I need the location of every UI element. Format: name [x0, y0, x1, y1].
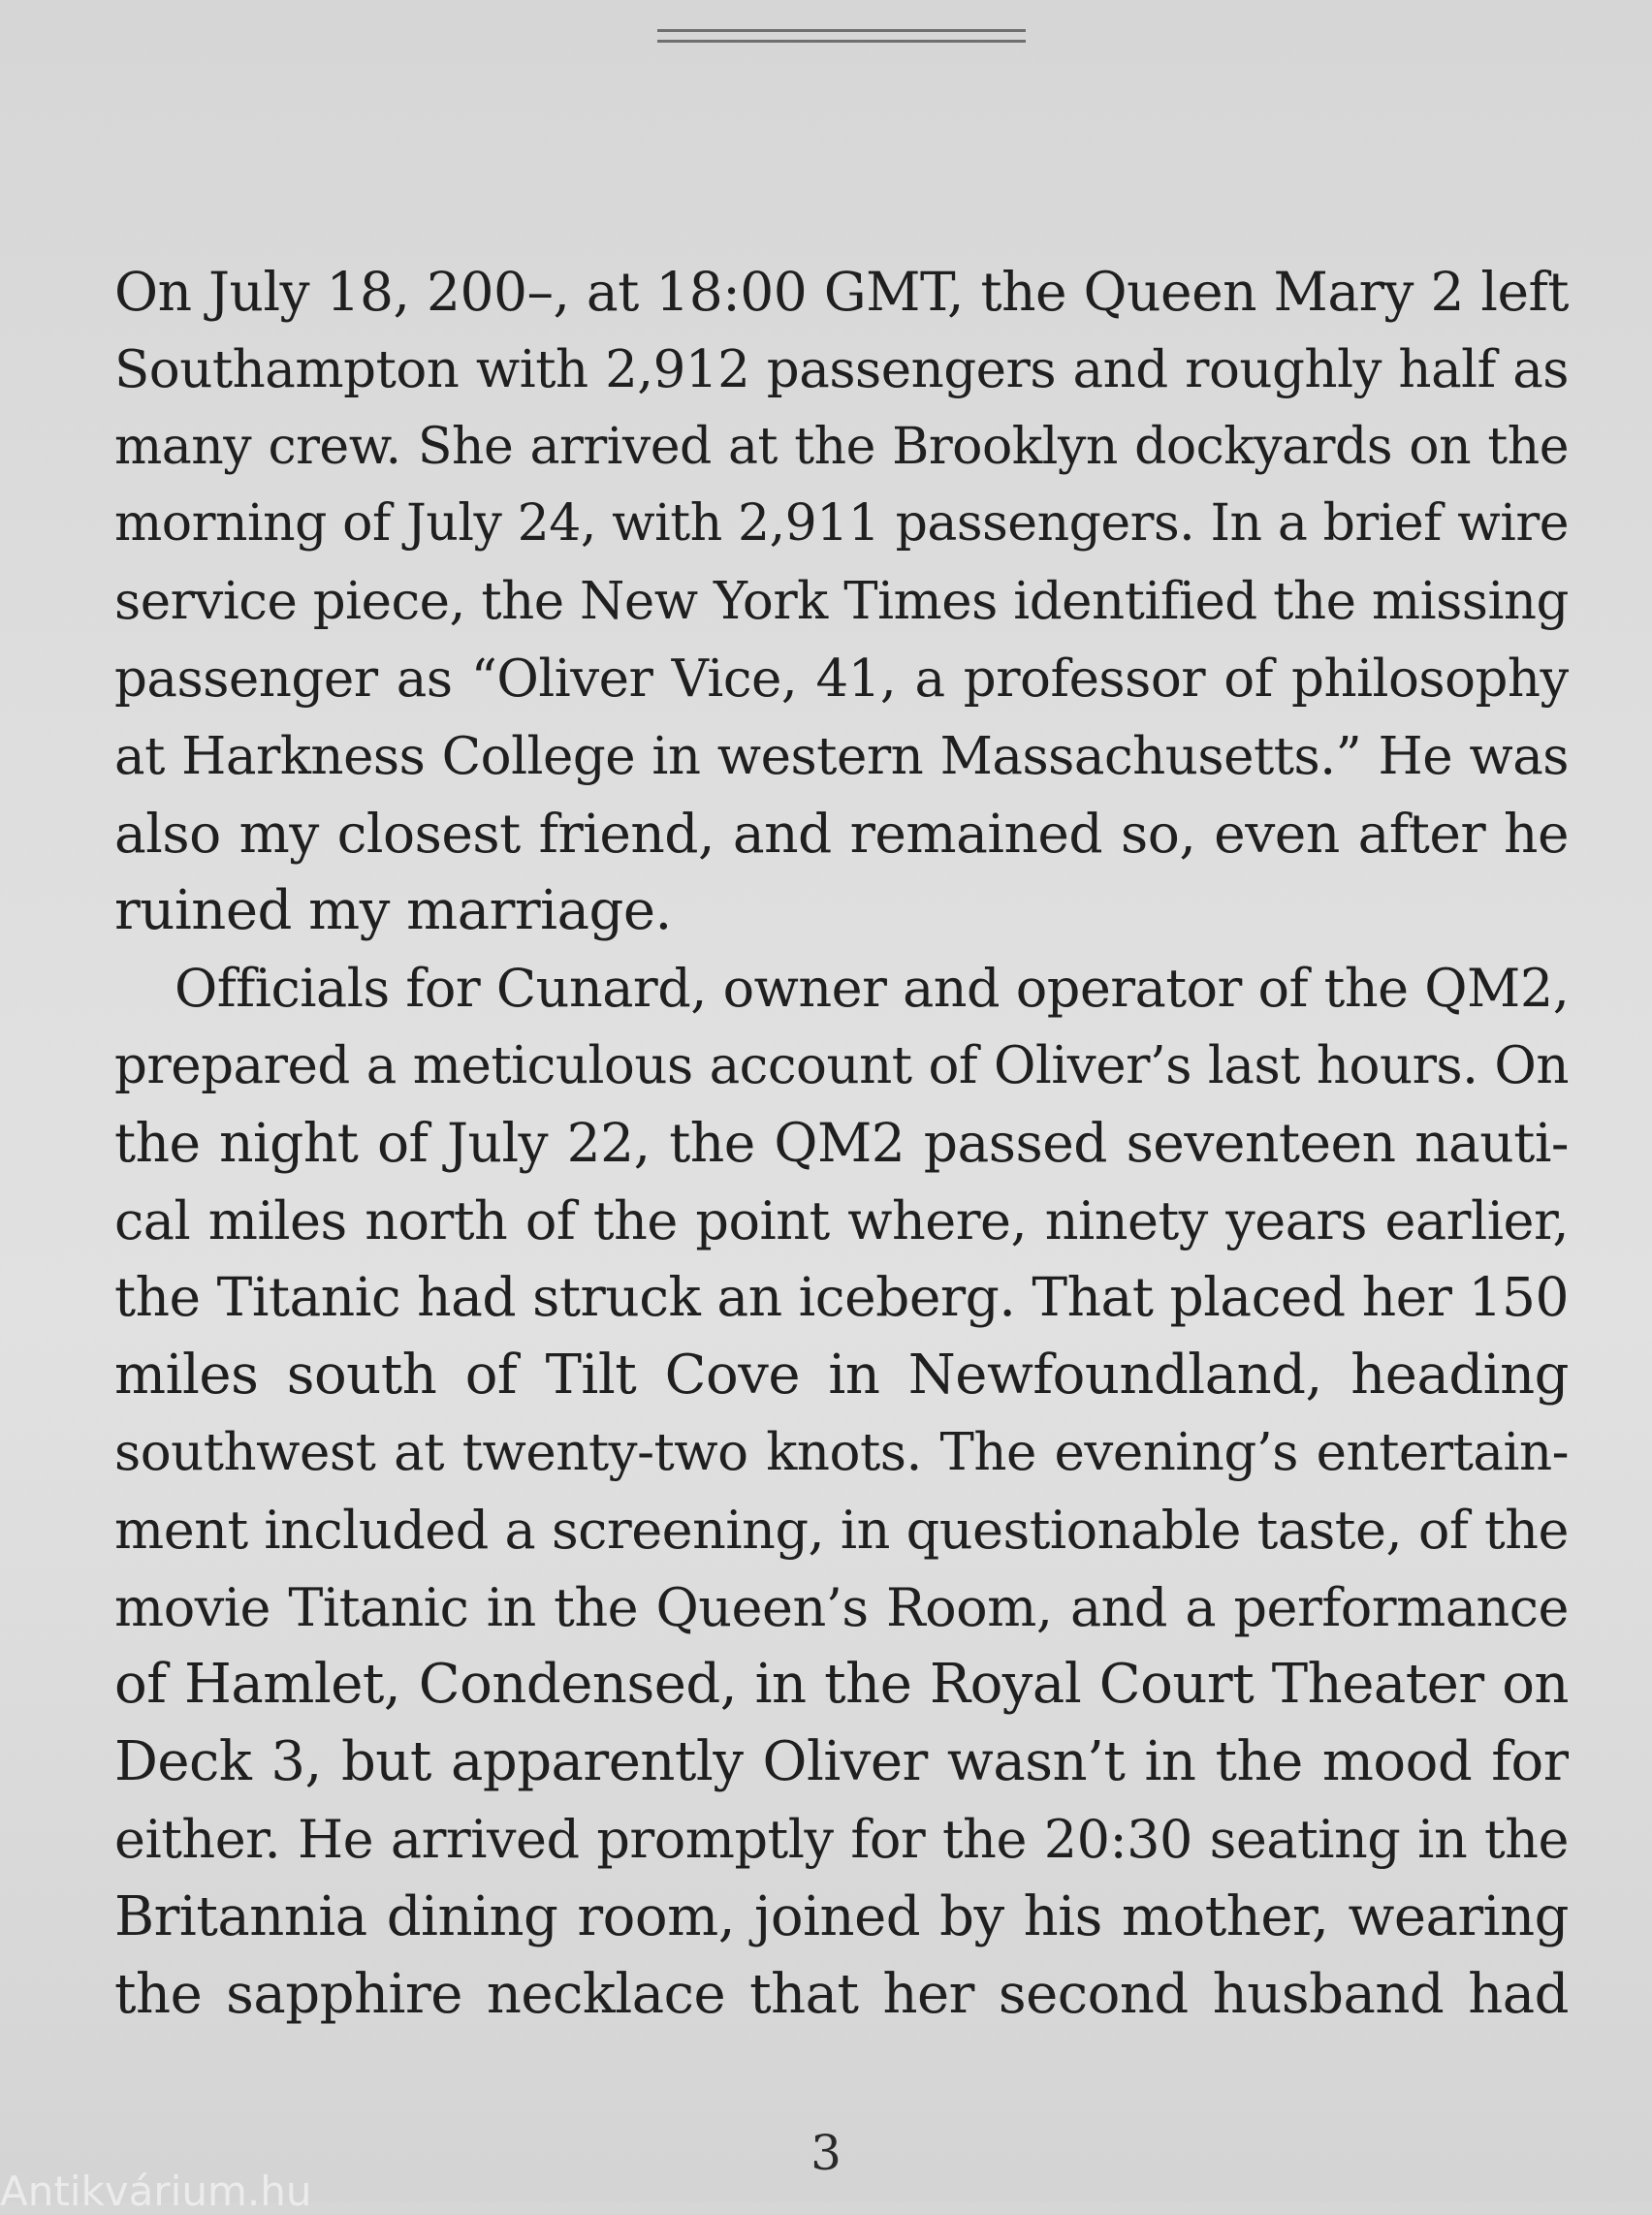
- text-line: On July 18, 200–, at 18:00 GMT, the Queen Mary 2 left: [114, 261, 1569, 323]
- text-line: passenger as “Oliver Vice, 41, a professor of philosophy: [114, 649, 1569, 709]
- text-line: ruined my marriage.: [114, 879, 672, 943]
- text-line: morning of July 24, with 2,911 passengers. In a brief wire: [114, 494, 1569, 554]
- text-line: service piece, the New York Times identified the missing: [114, 572, 1569, 632]
- text-line: the sapphire necklace that her second husband had: [114, 1962, 1569, 2026]
- text-line: Britannia dining room, joined by his mother, wearing: [114, 1884, 1569, 1948]
- text-line: Deck 3, but apparently Oliver wasn’t in the mood for: [114, 1730, 1569, 1794]
- text-line: southwest at twenty-two knots. The evening’s entertain-: [114, 1422, 1569, 1482]
- text-line: either. He arrived promptly for the 20:30 seating in the: [114, 1808, 1569, 1870]
- text-line: movie Titanic in the Queen’s Room, and a performance: [114, 1576, 1569, 1638]
- text-line: the Titanic had struck an iceberg. That placed her 150: [114, 1266, 1569, 1329]
- text-line: ment included a screening, in questionable taste, of the: [114, 1499, 1569, 1561]
- text-line: at Harkness College in western Massachusetts.” He was: [114, 726, 1569, 786]
- text-line: the night of July 22, the QM2 passed seventeen nauti-: [114, 1111, 1569, 1174]
- top-ornament-rule: [657, 29, 1026, 43]
- text-line: prepared a meticulous account of Oliver’s last hours. On: [114, 1035, 1569, 1095]
- text-line: Southampton with 2,912 passengers and roughly half as: [114, 339, 1569, 399]
- text-line: of Hamlet, Condensed, in the Royal Court Theater on: [114, 1653, 1569, 1717]
- body-text: [114, 254, 1569, 2033]
- watermark: Antikvárium.hu: [0, 2168, 312, 2215]
- text-line: miles south of Tilt Cove in Newfoundland, heading: [114, 1344, 1569, 1408]
- text-line: also my closest friend, and remained so, even after he: [114, 802, 1569, 865]
- text-line: many crew. She arrived at the Brooklyn dockyards on the: [114, 417, 1569, 476]
- text-line: cal miles north of the point where, ninety years earlier,: [114, 1189, 1569, 1251]
- paragraph-first-line: Officials for Cunard, owner and operator of the QM2,: [175, 958, 1569, 1020]
- page-number: 3: [810, 2125, 842, 2181]
